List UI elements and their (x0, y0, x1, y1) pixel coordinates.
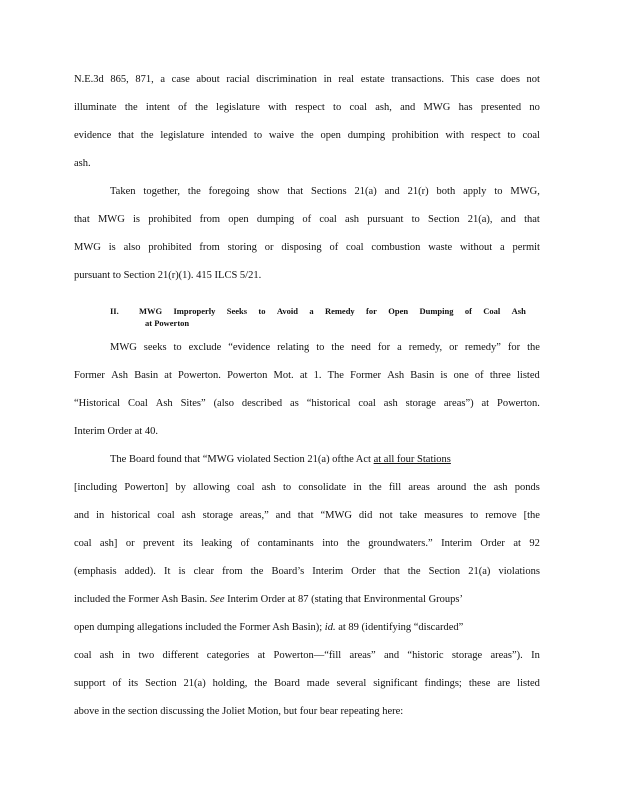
body-text-line: (emphasis added). It is clear from the Board’s Interim Order that the Section 21(a) violations (74, 566, 540, 577)
body-text-line: [including Powerton] by allowing coal ash to consolidate in the fill areas around the ash ponds (74, 482, 540, 493)
text-run: id. (324, 622, 336, 633)
text-run: See (209, 594, 225, 605)
body-text-line: support of its Section 21(a) holding, the Board made several significant findings; these are listed (74, 678, 540, 689)
body-text-line: that MWG is prohibited from open dumping of coal ash pursuant to Section 21(a), and that (74, 214, 540, 225)
body-text-line: above in the section discussing the Joliet Motion, but four bear repeating here: (74, 706, 404, 717)
text-run: The Board found that “MWG violated Section 21(a) ofthe Act (110, 454, 371, 465)
body-text-line: N.E.3d 865, 871, a case about racial discrimination in real estate transactions. This case does not (74, 74, 540, 85)
body-text-line (74, 621, 540, 635)
body-text-line: MWG seeks to exclude “evidence relating to the need for a remedy, or remedy” for the (110, 342, 540, 353)
body-text-line: Interim Order at 40. (74, 426, 158, 437)
body-text-line: illuminate the intent of the legislature with respect to coal ash, and MWG has presented no (74, 102, 540, 113)
text-run: open dumping allegations included the Former Ash Basin); (74, 622, 323, 633)
body-text-line: Former Ash Basin at Powerton. Powerton Mot. at 1. The Former Ash Basin is one of three listed (74, 370, 540, 381)
text-run: included the Former Ash Basin. (74, 594, 208, 605)
section-heading: MWG Improperly Seeks to Avoid a Remedy for Open Dumping of Coal Ash (139, 306, 526, 316)
body-text-line: “Historical Coal Ash Sites” (also described as “historical coal ash storage areas”) at Powerton. (74, 398, 540, 409)
text-run: at 89 (identifying “discarded” (338, 622, 464, 633)
section-heading-continued: at Powerton (145, 318, 190, 328)
body-text-line: pursuant to Section 21(r)(1). 415 ILCS 5/21. (74, 270, 262, 281)
body-text-line: ash. (74, 158, 91, 169)
section-number: II. (110, 306, 119, 316)
body-text-line: and in historical coal ash storage areas,” and that “MWG did not take measures to remove [the (74, 510, 540, 521)
body-text-line: coal ash] or prevent its leaking of contaminants into the groundwaters.” Interim Order at 92 (74, 538, 540, 549)
body-text-line: Taken together, the foregoing show that Sections 21(a) and 21(r) both apply to MWG, (110, 186, 540, 197)
text-run: Interim Order at 87 (stating that Environmental Groups’ (227, 594, 464, 605)
body-text-line (110, 453, 540, 467)
body-text-line: MWG is also prohibited from storing or disposing of coal combustion waste without a permit (74, 242, 540, 253)
emphasized-text: at all four Stations (373, 454, 451, 465)
body-text-line (74, 593, 540, 607)
body-text-line: evidence that the legislature intended to waive the open dumping prohibition with respect to coal (74, 130, 540, 141)
body-text-line: coal ash in two different categories at Powerton—“fill areas” and “historic storage areas”). In (74, 650, 540, 661)
